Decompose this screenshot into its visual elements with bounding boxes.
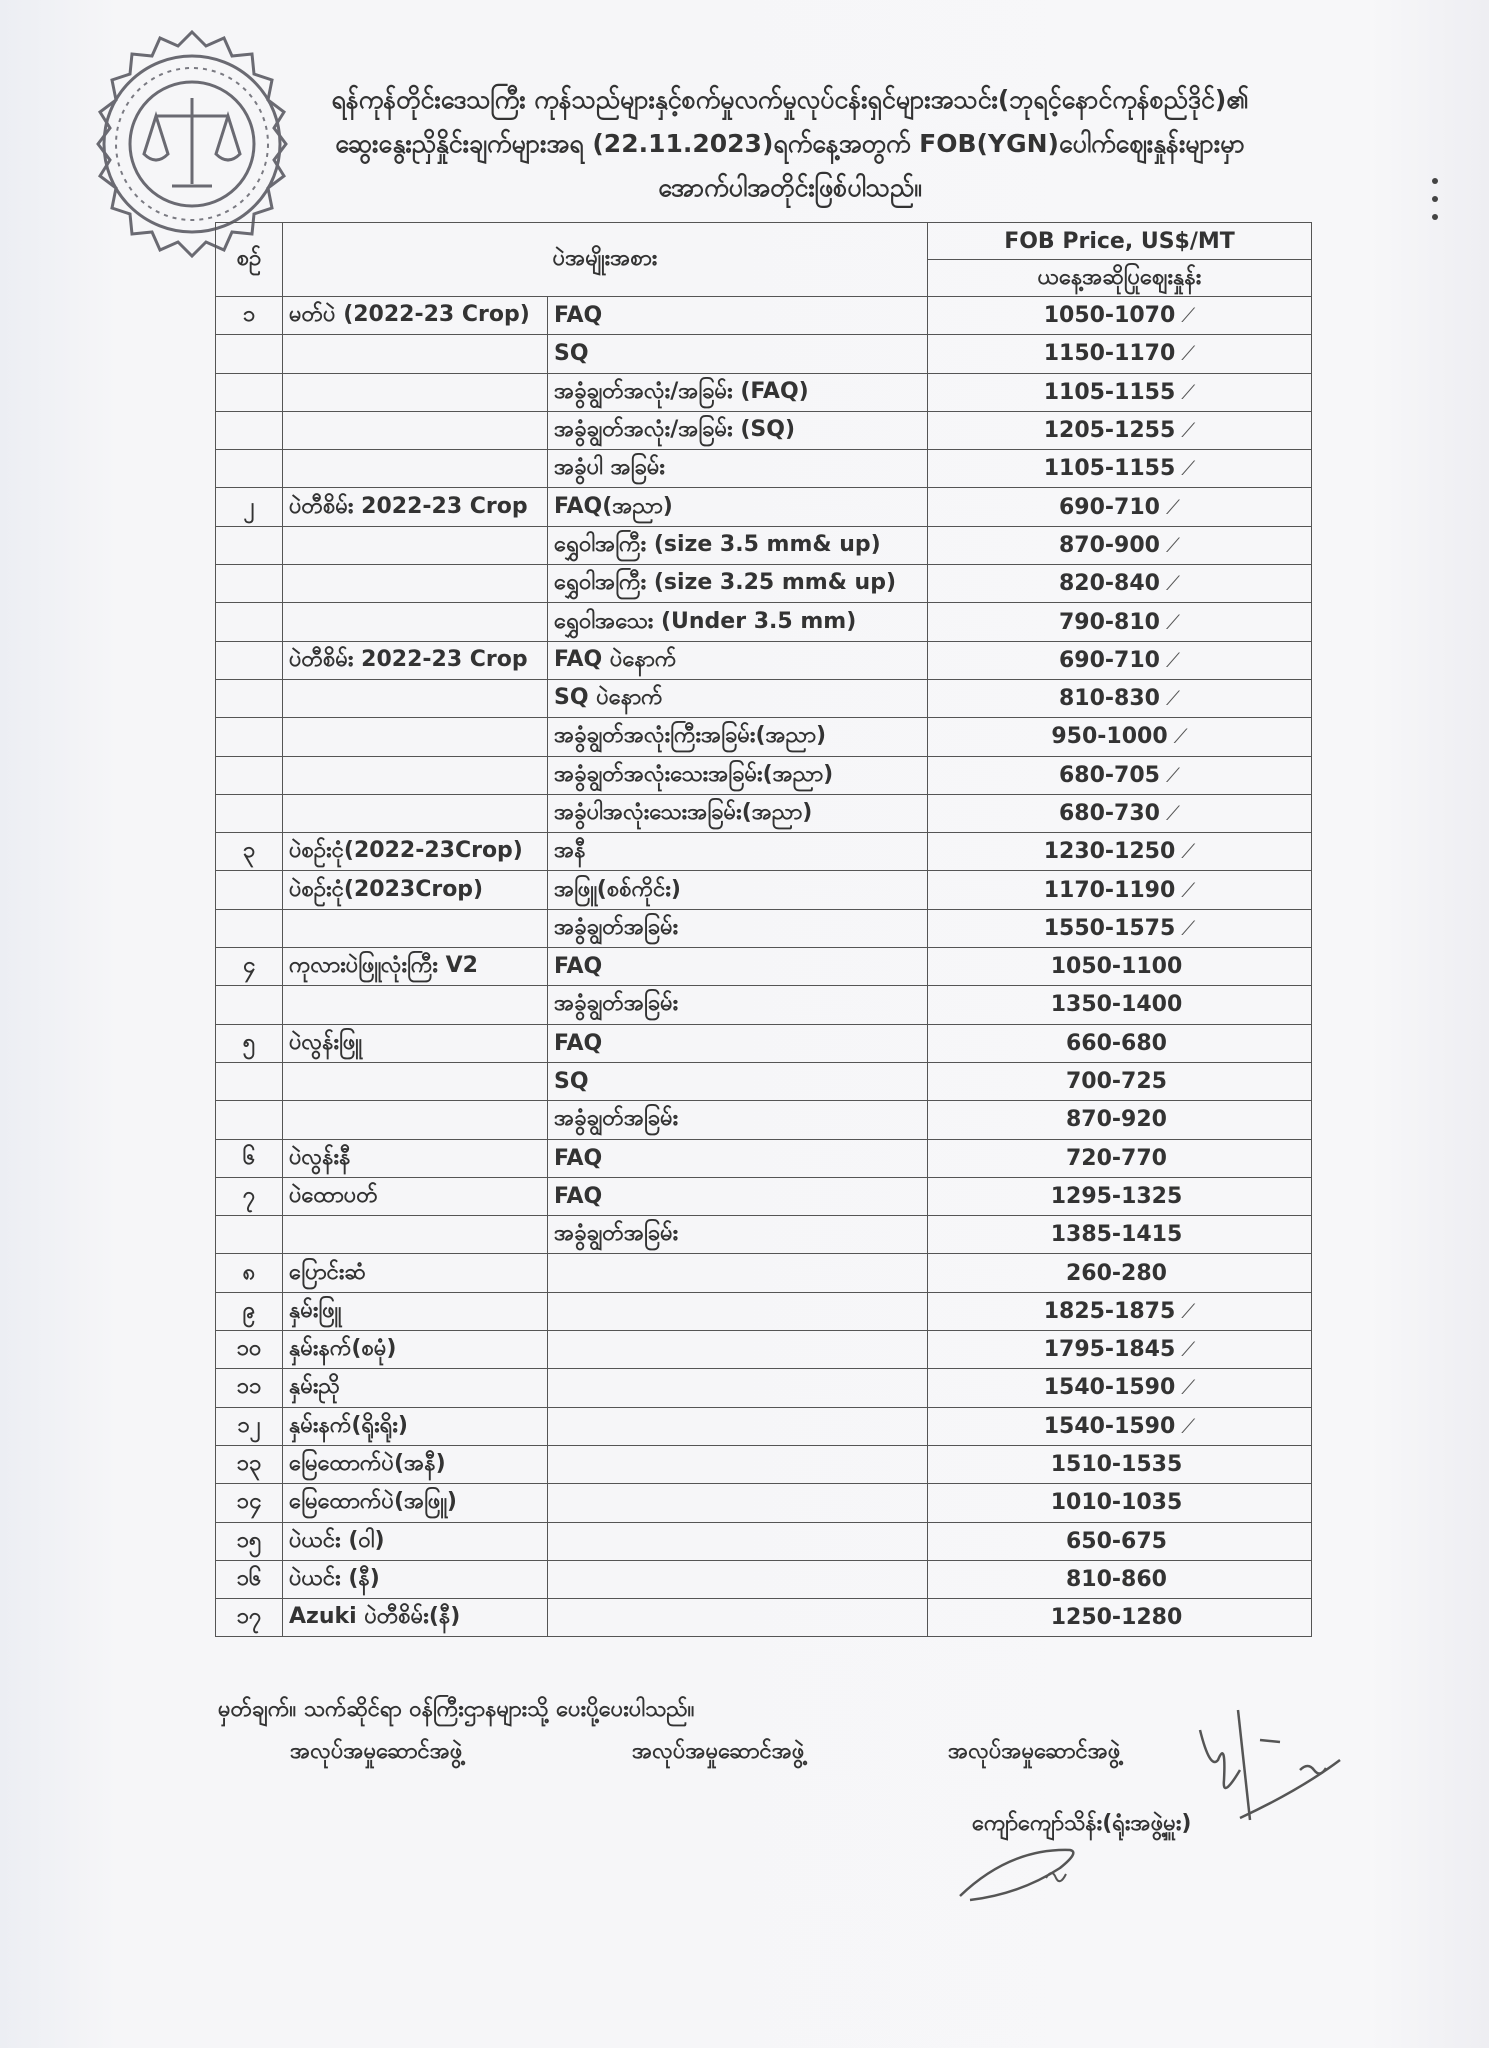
row-price-cell [928,335,1312,373]
row-price: 680-730 [1059,801,1160,826]
row-price-cell [928,565,1312,603]
table-row [216,373,1312,411]
row-grade: SQ ပဲနောက် [548,679,928,717]
row-price: 690-710 [1059,647,1160,673]
table-row [216,833,1312,871]
row-grade: အနီ [548,833,928,871]
row-number: ၄ [216,948,283,986]
table-row [216,603,1312,641]
table-row [216,526,1312,564]
row-price: 1205-1255 [1043,418,1176,444]
check-tick-icon: ⟋ [1165,571,1180,596]
table-row [216,1062,1312,1100]
row-price-cell [928,297,1312,335]
check-tick-icon: ⟋ [1181,1375,1196,1400]
row-number [216,411,283,449]
row-grade: SQ [548,335,928,373]
heading-line-2: ဆွေးနွေးညှိနှိုင်းချက်များအရ (22.11.2023)ရက်နေ့အတွက် FOB(YGN)ပေါက်ဈေးနှုန်းများမှာ [335,129,1245,158]
row-price-cell [928,1560,1312,1598]
header-no: စဉ် [216,223,283,297]
row-grade: အခွံချွတ်အခြမ်း [548,986,928,1024]
row-grade [548,1369,928,1407]
row-price-cell [928,1484,1312,1522]
row-item [283,756,548,794]
table-row [216,450,1312,488]
check-tick-icon: ⟋ [1181,418,1196,443]
check-tick-icon: ⟋ [1173,724,1188,749]
row-number: ၁ [216,297,283,335]
handwritten-signature [1180,1700,1360,1850]
table-row [216,679,1312,717]
table-row [216,1407,1312,1445]
row-grade: ရွှေဝါအကြီး (size 3.5 mm& up) [548,526,928,564]
check-tick-icon: ⟋ [1181,915,1196,940]
row-grade [548,1484,928,1522]
row-item [283,603,548,641]
row-price-cell [928,948,1312,986]
row-price-cell [928,1331,1312,1369]
row-price: 720-770 [1066,1145,1167,1171]
check-tick-icon: ⟋ [1165,686,1180,711]
table-row [216,1254,1312,1292]
table-row [216,1484,1312,1522]
header-item: ပဲအမျိုးအစား [283,223,928,297]
row-grade: အခွံပါ အခြမ်း [548,450,928,488]
row-price-cell [928,1445,1312,1483]
table-row [216,1024,1312,1062]
row-item: ပဲတီစိမ်း 2022-23 Crop [283,641,548,679]
row-item [283,679,548,717]
table-row [216,1216,1312,1254]
table-row [216,1560,1312,1598]
heading-line-3: အောက်ပါအတိုင်းဖြစ်ပါသည်။ [658,173,922,202]
row-price: 1540-1590 [1043,1413,1176,1439]
table-row [216,718,1312,756]
row-grade [548,1599,928,1637]
row-number [216,335,283,373]
row-grade: ရွှေဝါအကြီး (size 3.25 mm& up) [548,565,928,603]
row-grade: အခွံချွတ်အလုံး/အခြမ်း (SQ) [548,411,928,449]
row-price-cell [928,794,1312,832]
row-price: 1170-1190 [1043,877,1176,903]
row-price: 660-680 [1066,1030,1167,1056]
row-number: ၁၄ [216,1484,283,1522]
row-number [216,718,283,756]
row-number [216,373,283,411]
row-item [283,411,548,449]
price-table [215,222,1312,1637]
row-grade: အခွံချွတ်အခြမ်း [548,1216,928,1254]
table-row [216,1331,1312,1369]
row-number [216,450,283,488]
row-item: နှမ်းနက်(ရိုးရိုး) [283,1407,548,1445]
table-row [216,909,1312,947]
check-tick-icon: ⟋ [1165,801,1180,825]
row-number: ၁၆ [216,1560,283,1598]
row-item: နှမ်းနက်(စမုံ) [283,1331,548,1369]
row-price-cell [928,1292,1312,1330]
row-price-cell [928,1177,1312,1215]
row-price: 1050-1070 [1043,303,1176,329]
row-price-cell [928,1024,1312,1062]
row-item [283,373,548,411]
table-row [216,411,1312,449]
row-item [283,1062,548,1100]
row-number: ၃ [216,833,283,871]
row-number [216,794,283,832]
edge-marks [1428,175,1442,235]
row-number: ၁၅ [216,1522,283,1560]
table-row [216,1522,1312,1560]
document-heading [200,78,1380,210]
row-grade: အခွံချွတ်အလုံး/အခြမ်း (FAQ) [548,373,928,411]
row-price-cell [928,1254,1312,1292]
row-number [216,526,283,564]
remark-note: မှတ်ချက်။ သက်ဆိုင်ရာ ဝန်ကြီးဌာနများသို့ ပေးပို့ပေးပါသည်။ [218,1697,695,1722]
row-number: ၁၀ [216,1331,283,1369]
row-price: 790-810 [1059,609,1160,635]
row-price: 870-920 [1066,1107,1167,1133]
row-number [216,1101,283,1139]
row-number [216,565,283,603]
row-price-cell [928,833,1312,871]
table-row [216,1445,1312,1483]
row-item: ပဲယင်း (ဝါ) [283,1522,548,1560]
check-tick-icon: ⟋ [1181,1298,1196,1323]
check-tick-icon: ⟋ [1181,839,1196,864]
row-price: 680-705 [1059,762,1160,788]
row-item [283,718,548,756]
row-number [216,909,283,947]
row-number: ၁၁ [216,1369,283,1407]
row-price-cell [928,526,1312,564]
check-tick-icon: ⟋ [1165,762,1180,787]
row-grade: FAQ [548,948,928,986]
row-item: ပဲစဉ်းငုံ(2023Crop) [283,871,548,909]
check-tick-icon: ⟋ [1181,1413,1196,1438]
table-row [216,565,1312,603]
row-item [283,794,548,832]
row-item: နှမ်းညို [283,1369,548,1407]
header-price-top: FOB Price, US$/MT [928,223,1312,260]
check-tick-icon: ⟋ [1165,532,1180,557]
table-row [216,1101,1312,1139]
row-item: ပဲယင်း (နီ) [283,1560,548,1598]
row-price: 1825-1875 [1043,1298,1176,1324]
row-price: 1105-1155 [1043,379,1176,405]
row-grade: FAQ [548,1177,928,1215]
table-row [216,871,1312,909]
row-number: ၉ [216,1292,283,1330]
table-header-row [216,223,1312,260]
row-grade: FAQ [548,297,928,335]
check-tick-icon: ⟋ [1165,609,1180,634]
row-price-cell [928,450,1312,488]
table-row [216,1177,1312,1215]
row-price: 810-860 [1066,1566,1167,1592]
table-row [216,1369,1312,1407]
row-grade: အခွံချွတ်အလုံးကြီးအခြမ်း(အညာ) [548,718,928,756]
signature-label-3: အလုပ်အမှုဆောင်အဖွဲ့ [948,1739,1121,1764]
row-grade: FAQ ပဲနောက် [548,641,928,679]
table-row [216,948,1312,986]
table-row [216,1139,1312,1177]
row-price-cell [928,488,1312,526]
row-item [283,565,548,603]
check-tick-icon: ⟋ [1181,379,1196,404]
row-price-cell [928,718,1312,756]
row-price-cell [928,641,1312,679]
row-grade [548,1445,928,1483]
row-item: မတ်ပဲ (2022-23 Crop) [283,297,548,335]
table-row [216,335,1312,373]
row-price-cell [928,1599,1312,1637]
row-price: 1385-1415 [1050,1222,1183,1248]
row-number: ၁၇ [216,1599,283,1637]
row-price-cell [928,1062,1312,1100]
check-tick-icon: ⟋ [1181,303,1196,328]
row-item: နှမ်းဖြူ [283,1292,548,1330]
row-grade [548,1254,928,1292]
row-number: ၇ [216,1177,283,1215]
row-item [283,986,548,1024]
row-price-cell [928,909,1312,947]
heading-line-1: ရန်ကုန်တိုင်းဒေသကြီး ကုန်သည်များနှင့်စက်မှုလက်မှုလုပ်ငန်းရှင်များအသင်း(ဘုရင့်နောင်ကုန်စည်ဒိုင်)၏ [331,85,1249,114]
row-price-cell [928,756,1312,794]
row-price: 1050-1100 [1050,954,1183,980]
row-number: ၂ [216,488,283,526]
row-number: ၁၃ [216,1445,283,1483]
table-row [216,794,1312,832]
row-grade [548,1407,928,1445]
signature-label-2: အလုပ်အမှုဆောင်အဖွဲ့ [632,1739,805,1764]
row-price: 260-280 [1066,1260,1167,1286]
row-item: ကုလားပဲဖြူလုံးကြီး V2 [283,948,548,986]
row-item: ပဲတီစိမ်း 2022-23 Crop [283,488,548,526]
signer-name: ကျော်ကျော်သိန်း(ရုံးအဖွဲ့မှူး) [972,1811,1192,1836]
row-price-cell [928,1139,1312,1177]
row-price-cell [928,871,1312,909]
row-item: ပဲလွန်းဖြူ [283,1024,548,1062]
check-tick-icon: ⟋ [1165,494,1180,519]
row-price: 700-725 [1066,1069,1167,1095]
row-price-cell [928,1407,1312,1445]
row-number [216,986,283,1024]
row-price: 820-840 [1059,571,1160,597]
signature-label-1: အလုပ်အမှုဆောင်အဖွဲ့ [290,1739,463,1764]
row-price: 950-1000 [1051,724,1168,750]
row-item [283,1101,548,1139]
row-number [216,871,283,909]
row-grade: SQ [548,1062,928,1100]
table-row [216,986,1312,1024]
table-row [216,297,1312,335]
row-grade [548,1522,928,1560]
row-price-cell [928,1101,1312,1139]
row-item: ပဲလွန်းနီ [283,1139,548,1177]
row-grade: FAQ [548,1139,928,1177]
row-grade: အခွံပါအလုံးသေးအခြမ်း(အညာ) [548,794,928,832]
row-price: 1010-1035 [1050,1490,1183,1516]
row-price-cell [928,1216,1312,1254]
row-item: Azuki ပဲတီစိမ်း(နီ) [283,1599,548,1637]
row-number: ၅ [216,1024,283,1062]
row-price-cell [928,373,1312,411]
table-row [216,756,1312,794]
row-item: ပဲထောပတ် [283,1177,548,1215]
row-price-cell [928,411,1312,449]
row-item [283,335,548,373]
row-price: 1250-1280 [1050,1605,1183,1631]
row-item [283,1216,548,1254]
row-item: မြေထောက်ပဲ(အဖြူ) [283,1484,548,1522]
row-price: 1230-1250 [1043,839,1176,865]
row-price: 1540-1590 [1043,1375,1176,1401]
check-tick-icon: ⟋ [1181,877,1196,902]
row-price: 1795-1845 [1043,1337,1176,1363]
row-number [216,1062,283,1100]
handwritten-initial [950,1838,1090,1908]
row-grade: အခွံချွတ်အလုံးသေးအခြမ်း(အညာ) [548,756,928,794]
row-price: 1295-1325 [1050,1183,1183,1209]
row-grade [548,1331,928,1369]
row-price-cell [928,603,1312,641]
row-price: 690-710 [1059,494,1160,520]
row-grade [548,1560,928,1598]
row-price: 1550-1575 [1043,915,1176,941]
table-row [216,641,1312,679]
row-grade: အခွံချွတ်အခြမ်း [548,1101,928,1139]
row-grade [548,1292,928,1330]
row-grade: အခွံချွတ်အခြမ်း [548,909,928,947]
row-grade: အဖြူ(စစ်ကိုင်း) [548,871,928,909]
row-item: မြေထောက်ပဲ(အနီ) [283,1445,548,1483]
row-number [216,603,283,641]
row-number [216,1216,283,1254]
row-price-cell [928,1522,1312,1560]
row-price: 650-675 [1066,1528,1167,1554]
row-price: 1510-1535 [1050,1452,1183,1478]
table-row [216,488,1312,526]
row-item: ပြောင်းဆံ [283,1254,548,1292]
row-grade: FAQ(အညာ) [548,488,928,526]
row-item: ပဲစဉ်းငုံ(2022-23Crop) [283,833,548,871]
row-price-cell [928,986,1312,1024]
table-row [216,1292,1312,1330]
row-number: ၈ [216,1254,283,1292]
row-item [283,909,548,947]
row-grade: FAQ [548,1024,928,1062]
row-grade: ရွှေဝါအသေး (Under 3.5 mm) [548,603,928,641]
check-tick-icon: ⟋ [1181,341,1196,366]
row-number [216,641,283,679]
row-price-cell [928,679,1312,717]
row-price: 1105-1155 [1043,456,1176,482]
row-item [283,450,548,488]
row-price-cell [928,1369,1312,1407]
check-tick-icon: ⟋ [1181,1337,1196,1362]
row-price: 870-900 [1059,532,1160,558]
row-price: 1150-1170 [1043,341,1176,367]
row-number [216,756,283,794]
check-tick-icon: ⟋ [1181,456,1196,481]
row-price: 810-830 [1059,686,1160,712]
row-number [216,679,283,717]
row-number: ၆ [216,1139,283,1177]
row-item [283,526,548,564]
check-tick-icon: ⟋ [1165,647,1180,672]
row-price: 1350-1400 [1050,992,1183,1018]
row-number: ၁၂ [216,1407,283,1445]
table-row [216,1599,1312,1637]
header-price-sub: ယနေ့အဆိုပြုဈေးနှုန်း [928,260,1312,297]
